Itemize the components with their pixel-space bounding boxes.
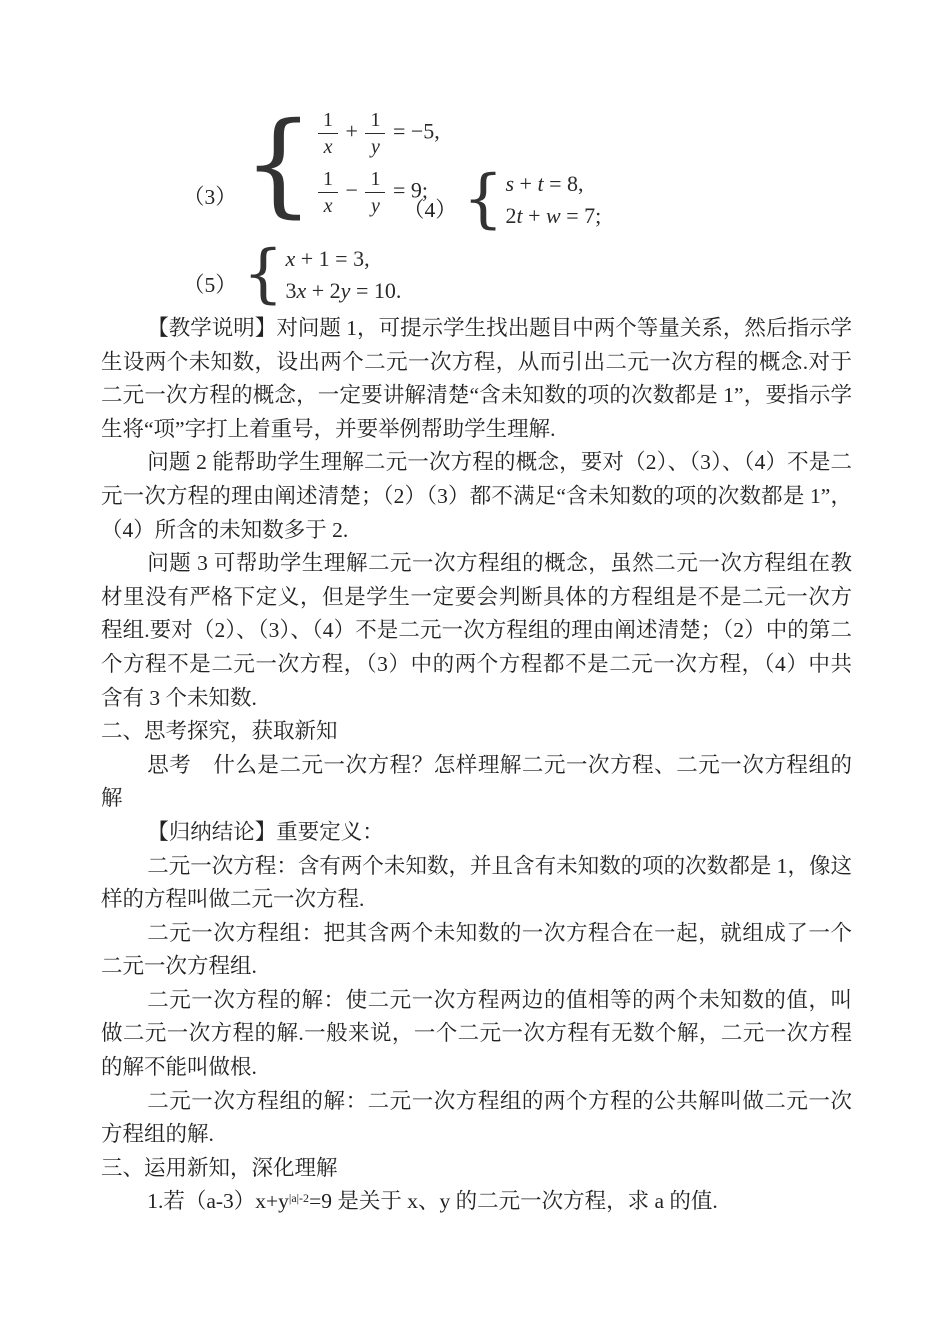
equation-line: x + 1 = 3, [285, 246, 370, 271]
equation-system-4 [403, 162, 602, 237]
equation-system-3 [183, 98, 440, 229]
equation-line: $\frac{1}{x}$ + $\frac{1}{y}$ = −5, [316, 110, 440, 157]
equation-label-3: （3） [183, 184, 237, 209]
definition-system: 二元一次方程组：把其含两个未知数的一次方程合在一起，就组成了一个二元一次方程组. [101, 920, 852, 979]
left-brace-icon: { [462, 162, 504, 237]
equation-line: 3x + 2y = 10. [285, 277, 402, 303]
exercise-1-pre: 1.若（a-3）x+y [147, 1189, 289, 1214]
equation-system-4-lines [505, 170, 601, 229]
definition-equation: 二元一次方程：含有两个未知数，并且含有未知数的项的次数都是 1，像这样的方程叫做二元一次方程. [101, 853, 852, 912]
conclusion-header: 【归纳结论】重要定义： [147, 819, 384, 844]
left-brace-icon: { [242, 98, 315, 229]
definition-system-solution: 二元一次方程组的解：二元一次方程组的两个方程的公共解叫做二元一次方程组的解. [101, 1088, 852, 1147]
teaching-note-paragraph: 【教学说明】对问题 1，可提示学生找出题目中两个等量关系，然后指示学生设两个未知数，设出两个二元一次方程，从而引出二元一次方程的概念.对于二元一次方程的概念，一定要讲解清楚“含未知数的项的次数都是 1”，要指示学生将“项”字打上着重号，并要举例帮助学生理解. [101, 316, 852, 441]
equation-block [0, 0, 950, 316]
equation-system-5-lines [285, 245, 401, 304]
exercise-1-post: =9 是关于 x、y 的二元一次方程，求 a 的值. [309, 1189, 718, 1214]
equation-system-5 [183, 237, 402, 312]
equation-label-4: （4） [403, 197, 457, 222]
problem3-paragraph: 问题 3 可帮助学生理解二元一次方程组的概念，虽然二元一次方程组在教材里没有严格下定义，但是学生一定要会判断具体的方程组是不是二元一次方程组.要对（2）、（3）、（4）不是二元一次方程组的理由阐述清楚；（2）中的第二个方程不是二元一次方程，（3）中的两个方程都不是二元一次方程，（4）中共含有 3 个未知数. [101, 551, 852, 710]
equation-line: s + t = 8, [505, 171, 584, 196]
definition-solution: 二元一次方程的解：使二元一次方程两边的值相等的两个未知数的值，叫做二元一次方程的解.一般来说，一个二元一次方程有无数个解，二元一次方程的解不能叫做根. [101, 987, 852, 1080]
left-brace-icon: { [242, 237, 284, 312]
section3-heading: 三、运用新知，深化理解 [101, 1155, 338, 1180]
equation-line: 2t + w = 7; [505, 202, 602, 228]
section2-heading: 二、思考探究，获取新知 [101, 719, 338, 744]
equation-label-5: （5） [183, 272, 237, 297]
exercise-1-exponent: |a|-2 [288, 1191, 310, 1206]
problem2-paragraph: 问题 2 能帮助学生理解二元一次方程的概念，要对（2）、（3）、（4）不是二元一次方程的理由阐述清楚；（2）（3）都不满足“含未知数的项的次数都是 1”，（4）所含的未知数多于 2. [101, 450, 852, 542]
exercise-1 [101, 1185, 852, 1219]
equation-line: $\frac{1}{x}$ − $\frac{1}{y}$ = 9; [316, 169, 428, 216]
think-line: 思考 什么是二元一次方程？怎样理解二元一次方程、二元一次方程组的解 [101, 752, 852, 811]
document-body [101, 312, 852, 1219]
